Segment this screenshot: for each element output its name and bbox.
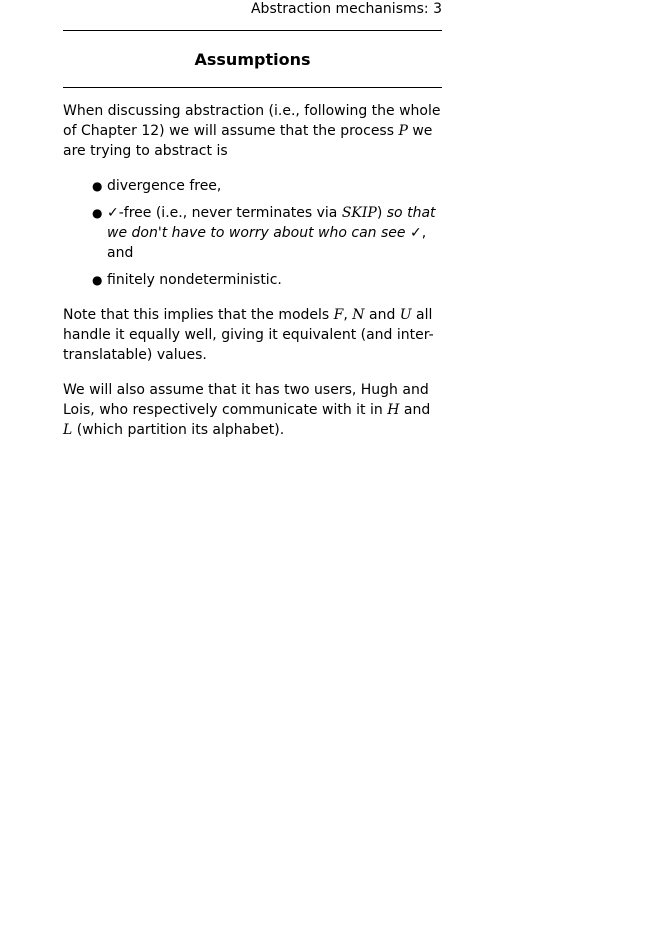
models-sep-2: and xyxy=(364,307,400,323)
users-text-c: (which partition its alphabet). xyxy=(72,422,285,438)
users-text-a: We will also assume that it has two users, Hugh and Lois, who respectively communicate with it in xyxy=(63,382,429,418)
bullet-icon: ● xyxy=(92,206,103,220)
bullet-divergence-text: divergence free, xyxy=(107,178,222,194)
models-paragraph xyxy=(63,305,442,365)
list-item xyxy=(63,203,442,263)
bullet-tickfree-text-a: -free (i.e., never terminates via xyxy=(118,205,342,221)
running-head: Abstraction mechanisms: 3 xyxy=(250,1,442,17)
models-text-a: Note that this implies that the models xyxy=(63,307,334,323)
top-rule xyxy=(63,30,442,31)
model-f-symbol: F xyxy=(333,307,344,323)
model-n-symbol: N xyxy=(352,307,365,323)
intro-paragraph xyxy=(63,101,442,161)
bullet-tickfree-text-c: , and xyxy=(107,225,427,261)
skip-symbol: SKIP xyxy=(341,205,377,221)
h-symbol: H xyxy=(387,402,400,418)
tick-icon: ✓ xyxy=(409,225,422,241)
model-u-symbol: U xyxy=(399,307,412,323)
bullet-icon: ● xyxy=(92,273,103,287)
bullet-icon: ● xyxy=(92,179,103,193)
tick-icon: ✓ xyxy=(107,205,119,221)
l-symbol: L xyxy=(63,422,73,438)
process-p-symbol: P xyxy=(398,123,408,139)
bottom-rule xyxy=(63,87,442,88)
models-sep-1: , xyxy=(343,307,353,323)
list-item xyxy=(63,270,442,290)
bullet-tickfree-text-b: ) xyxy=(376,205,387,221)
bullet-tickfree-italic: so that we don't have to worry about who can see xyxy=(107,205,436,241)
slide-title: Assumptions xyxy=(194,50,311,69)
intro-text-a: When discussing abstraction (i.e., following the whole of Chapter 12) we will assume that the process xyxy=(63,103,441,139)
models-text-b: all handle it equally well, giving it equivalent (and inter-translatable) values. xyxy=(63,307,434,363)
slide-body xyxy=(63,101,442,440)
list-item xyxy=(63,176,442,196)
users-text-b: and xyxy=(399,402,431,418)
users-paragraph xyxy=(63,380,442,440)
assumption-list xyxy=(63,176,442,290)
bullet-finite-text: finitely nondeterministic. xyxy=(107,272,282,288)
intro-text-b: we are trying to abstract is xyxy=(63,123,433,159)
